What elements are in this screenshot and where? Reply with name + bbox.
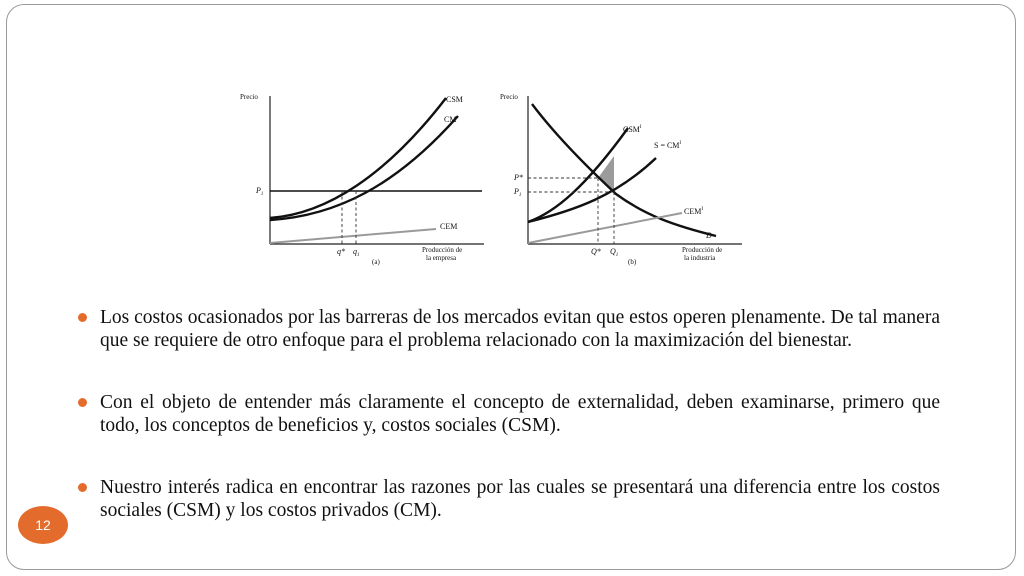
bullet-list: [78, 306, 940, 522]
bullet-item: [78, 391, 940, 437]
bullet-text: Nuestro interés radica en encontrar las razones por las cuales se presentará una diferencia entre los costos sociales (CSM) y los costos privados (CM).: [100, 477, 940, 521]
panel-a-cm-label: CM: [444, 115, 457, 124]
panel-a-x-label-1: Producción de: [422, 246, 463, 254]
panel-b-x-label-2: la industria: [684, 254, 716, 262]
panel-a-cem-curve: [270, 229, 436, 243]
bullet-dot-icon: [78, 483, 87, 492]
panel-b-cem-curve: [528, 213, 682, 243]
externality-figure: [236, 86, 756, 271]
bullet-text: Con el objeto de entender más claramente el concepto de externalidad, deben examinarse, primero que todo, los conceptos de beneficios y, costos sociales (CSM).: [100, 392, 940, 436]
panel-a-panel-label: (a): [372, 258, 380, 266]
panel-a-qstar-label: q*: [337, 247, 345, 256]
panel-b-p1-label: $P_1$: [514, 187, 522, 198]
panel-b-s-label: $S = CM^I$: [654, 141, 682, 150]
panel-b-x-label-1: Producción de: [682, 246, 723, 254]
panel-b-cem-label: $CEM^I$: [684, 207, 704, 216]
bullet-dot-icon: [78, 398, 87, 407]
panel-a-csm-curve: [270, 98, 446, 218]
panel-b: [500, 93, 742, 266]
page-number-badge: [18, 506, 68, 544]
panel-b-pstar-label: P*: [514, 173, 523, 182]
panel-a-q1-label: $q_1$: [353, 247, 360, 258]
panel-a-y-label: Precio: [240, 93, 258, 101]
panel-a-price-label: $P_1$: [256, 186, 264, 197]
panel-a-cm-curve: [270, 116, 458, 220]
panel-a-x-label-2: la empresa: [426, 254, 457, 262]
bullet-dot-icon: [78, 313, 87, 322]
page-number: 12: [35, 517, 51, 533]
panel-b-panel-label: (b): [628, 258, 637, 266]
panel-b-d-label: D: [706, 231, 712, 240]
panel-b-demand-curve: [532, 104, 716, 236]
panel-a-cem-label: CEM: [440, 222, 458, 231]
panel-b-q1-label: $Q_1$: [610, 247, 619, 258]
panel-b-y-label: Precio: [500, 93, 518, 101]
panel-a-csm-label: CSM: [446, 95, 463, 104]
panel-b-deadweight-area: [598, 156, 614, 192]
panel-b-csm-label: $CSM^I$: [623, 125, 642, 134]
bullet-text: Los costos ocasionados por las barreras de los mercados evitan que estos operen plenamente. De tal manera que se requiere de otro enfoque para el problema relacionado con la maximización del bienestar.: [100, 307, 940, 351]
panel-a: [240, 93, 484, 266]
figure-svg: [236, 86, 756, 271]
bullet-item: [78, 476, 940, 522]
panel-b-qstar-label: Q*: [591, 247, 601, 256]
bullet-item: [78, 306, 940, 352]
